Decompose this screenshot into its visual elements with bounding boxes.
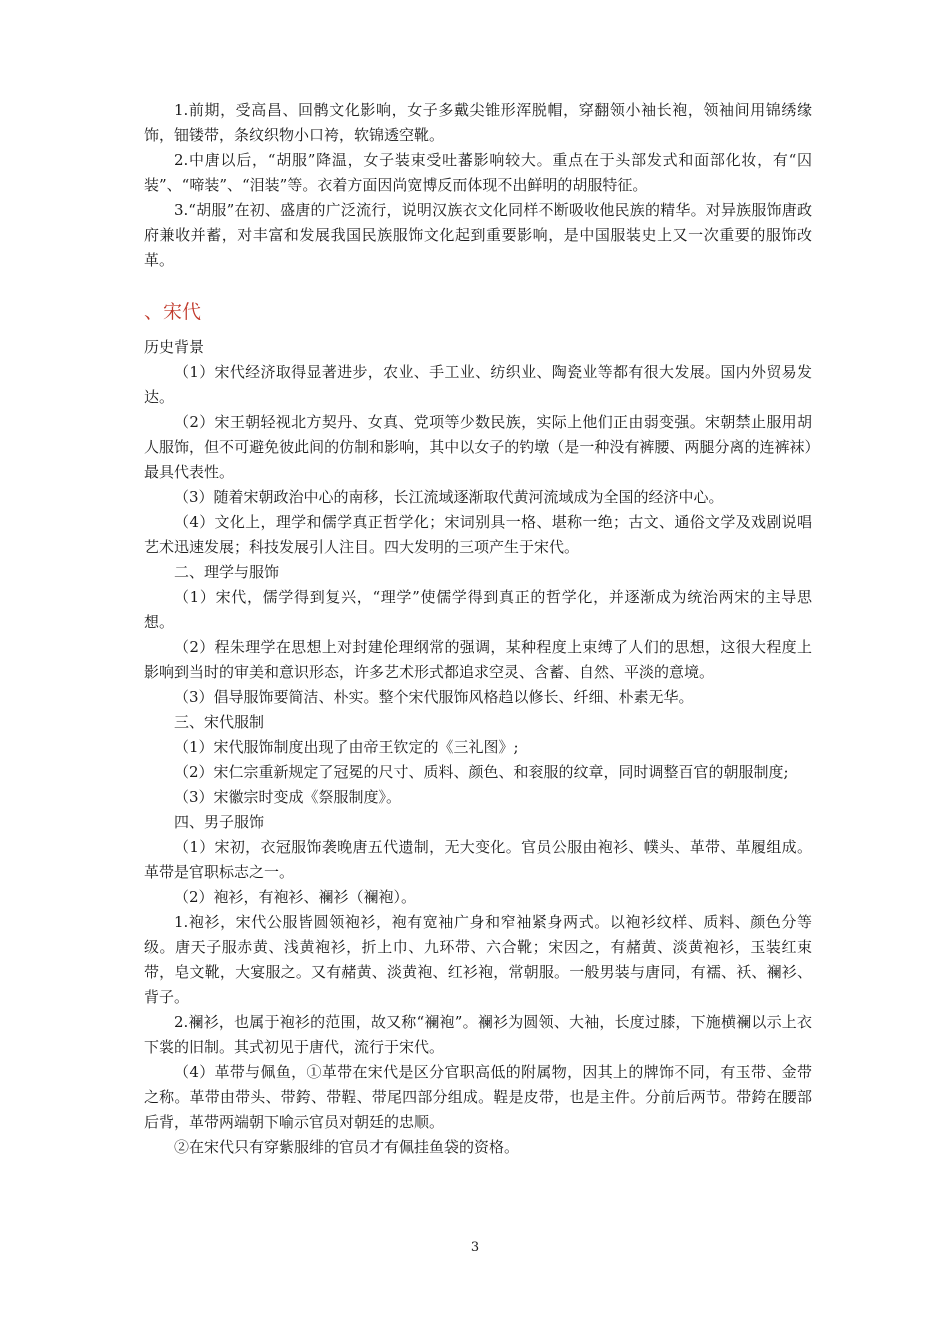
song-paragraph: （3）宋徽宗时变成《祭服制度》。 — [174, 788, 402, 806]
song-paragraph: （1）宋代，儒学得到复兴，“理学”使儒学得到真正的哲学化，并逐渐成为统治两宋的主导思想。 — [144, 588, 812, 631]
song-section — [144, 335, 812, 1160]
subsection-heading: 四、男子服饰 — [174, 813, 265, 831]
song-paragraph: （1）宋代服饰制度出现了由帝王钦定的《三礼图》; — [174, 738, 519, 756]
page-content — [144, 98, 812, 1160]
subsection-heading: 二、理学与服饰 — [174, 563, 280, 581]
subsection-heading: 三、宋代服制 — [174, 713, 265, 731]
song-paragraph: 历史背景 — [144, 338, 205, 356]
song-paragraph: ②在宋代只有穿紫服绯的官员才有佩挂鱼袋的资格。 — [174, 1138, 520, 1156]
song-paragraph: （2）宋仁宗重新规定了冠冕的尺寸、质料、颜色、和衮服的纹章，同时调整百官的朝服制度; — [174, 763, 789, 781]
song-paragraph: 2.襕衫，也属于袍衫的范围，故又称“襕袍”。襕衫为圆领、大袖，长度过膝，下施横襕以示上衣下裳的旧制。其式初见于唐代，流行于宋代。 — [144, 1013, 812, 1056]
song-paragraph: （3）倡导服饰要简洁、朴实。整个宋代服饰风格趋以修长、纤细、朴素无华。 — [174, 688, 694, 706]
tang-section — [144, 98, 812, 273]
tang-paragraph-2: 2.中唐以后，“胡服”降温，女子装束受吐蕃影响较大。重点在于头部发式和面部化妆，有“囚装”、“啼装”、“泪装”等。衣着方面因尚宽博反而体现不出鲜明的胡服特征。 — [144, 151, 812, 194]
song-paragraph: （2）袍衫，有袍衫、襕衫（襕袍）。 — [174, 888, 417, 906]
section-heading-song: 、宋代 — [144, 301, 202, 323]
song-paragraph: （1）宋代经济取得显著进步，农业、手工业、纺织业、陶瓷业等都有很大发展。国内外贸易发达。 — [144, 363, 812, 406]
song-paragraph: （3）随着宋朝政治中心的南移，长江流域逐渐取代黄河流域成为全国的经济中心。 — [174, 488, 724, 506]
song-paragraph: （2）宋王朝轻视北方契丹、女真、党项等少数民族，实际上他们正由弱变强。宋朝禁止服用胡人服饰，但不可避免彼此间的仿制和影响，其中以女子的钓墩（是一种没有裤腰、两腿分离的连裤袜）最具代表性。 — [144, 413, 812, 481]
song-paragraph: （4）文化上，理学和儒学真正哲学化；宋词别具一格、堪称一绝；古文、通俗文学及戏剧说唱艺术迅速发展；科技发展引人注目。四大发明的三项产生于宋代。 — [144, 513, 812, 556]
song-paragraph: 1.袍衫，宋代公服皆圆领袍衫，袍有宽袖广身和窄袖紧身两式。以袍衫纹样、质料、颜色分等级。唐天子服赤黄、浅黄袍衫，折上巾、九环带、六合靴；宋因之，有赭黄、淡黄袍衫，玉装红束带，皂文靴，大宴服之。又有赭黄、淡黄袍、红衫袍，常朝服。一般男装与唐同，有襦、袄、襕衫、背子。 — [144, 913, 812, 1006]
page-number: 3 — [470, 1240, 480, 1255]
tang-paragraph-3: 3.“胡服”在初、盛唐的广泛流行，说明汉族衣文化同样不断吸收他民族的精华。对异族服饰唐政府兼收并蓄，对丰富和发展我国民族服饰文化起到重要影响，是中国服装史上又一次重要的服饰改革。 — [144, 201, 812, 269]
song-paragraph: （2）程朱理学在思想上对封建伦理纲常的强调，某种程度上束缚了人们的思想，这很大程度上影响到当时的审美和意识形态，许多艺术形式都追求空灵、含蓄、自然、平淡的意境。 — [144, 638, 812, 681]
tang-paragraph-1: 1.前期，受高昌、回鹘文化影响，女子多戴尖锥形浑脱帽，穿翻领小袖长袍，领袖间用锦绣缘饰，钿镂带，条纹织物小口袴，软锦透空靴。 — [144, 101, 812, 144]
song-paragraph: （4）革带与佩鱼，①革带在宋代是区分官职高低的附属物，因其上的牌饰不同，有玉带、金带之称。革带由带头、带銙、带鞓、带尾四部分组成。鞓是皮带，也是主件。分前后两节。带銙在腰部后背，革带两端朝下喻示官员对朝廷的忠顺。 — [144, 1063, 812, 1131]
song-paragraph: （1）宋初，衣冠服饰袭晚唐五代遗制，无大变化。官员公服由袍衫、幞头、革带、革履组成。革带是官职标志之一。 — [144, 838, 812, 881]
section-spacer — [144, 273, 812, 297]
